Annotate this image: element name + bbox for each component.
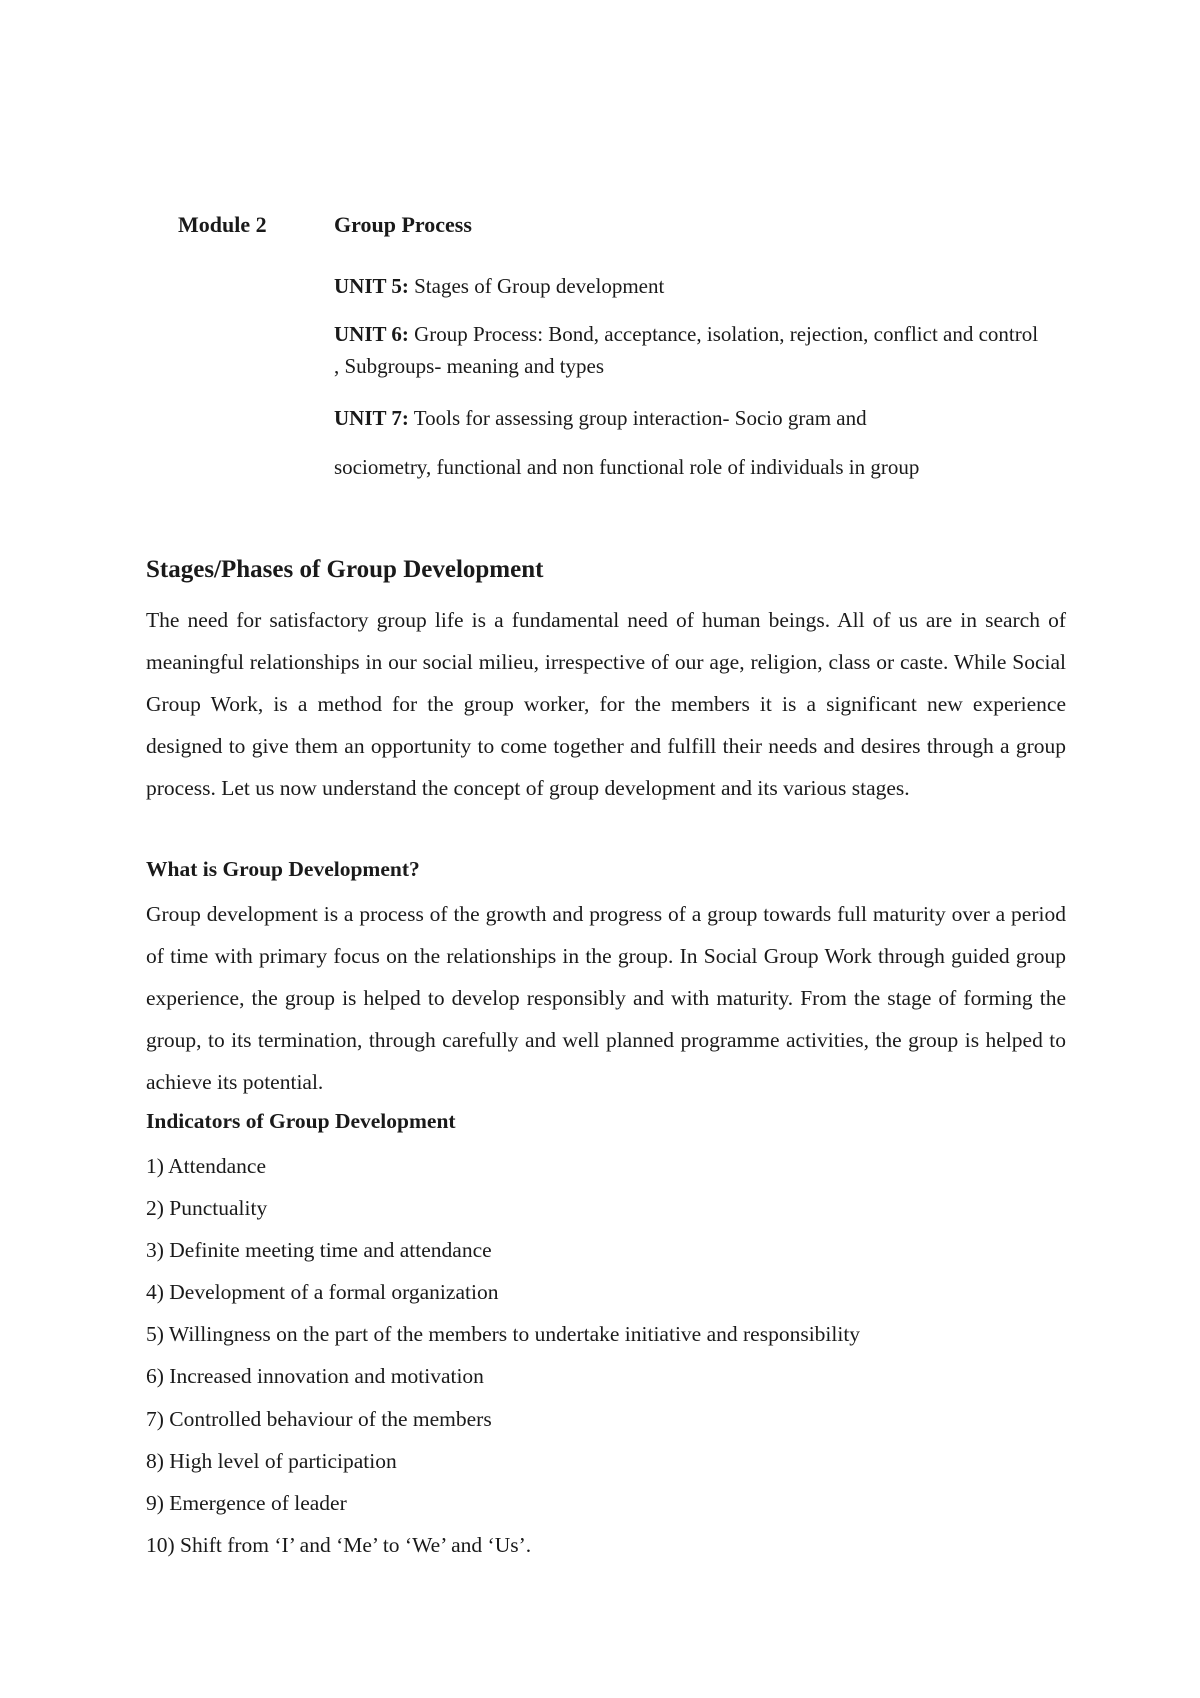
unit-7: [334, 402, 1054, 434]
indicators-list: [146, 1145, 860, 1566]
list-item: 5) Willingness on the part of the members to undertake initiative and responsibility: [146, 1322, 861, 1347]
unit-7-continuation: sociometry, functional and non functional role of individuals in group: [334, 455, 920, 479]
intro-paragraph: The need for satisfactory group life is a fundamental need of human beings. All of us are in search of meaningful relationships in our social milieu, irrespective of our age, religion, class or caste. While Social Group Work, is a method for the group worker, for the members it is a significant new experience designed to give them an opportunity to come together and fulfill their needs and desires through a group process. Let us now understand the concept of group development and its various stages.: [146, 608, 1066, 800]
list-item: 9) Emergence of leader: [146, 1490, 347, 1515]
list-item: 8) High level of participation: [146, 1448, 397, 1473]
unit-5: [334, 270, 1054, 302]
what-is-heading: What is Group Development?: [146, 857, 420, 881]
section-heading: Stages/Phases of Group Development: [146, 556, 544, 583]
unit-7-text: Tools for assessing group interaction- Socio gram and: [413, 406, 867, 430]
list-item: 4) Development of a formal organization: [146, 1280, 499, 1305]
list-item: 3) Definite meeting time and attendance: [146, 1238, 492, 1263]
module-title: Group Process: [334, 212, 472, 237]
module-label: Module 2: [178, 212, 267, 237]
indicators-heading: Indicators of Group Development: [146, 1109, 456, 1133]
unit-7-label: UNIT 7:: [334, 406, 409, 430]
unit-6-label: UNIT 6:: [334, 322, 409, 346]
list-item: 7) Controlled behaviour of the members: [146, 1406, 492, 1431]
list-item: 2) Punctuality: [146, 1196, 268, 1221]
what-is-paragraph: Group development is a process of the growth and progress of a group towards full maturity over a period of time with primary focus on the relationships in the group. In Social Group Work through guided group experience, the group is helped to develop responsibly and with maturity. From the stage of forming the group, to its termination, through carefully and well planned programme activities, the group is helped to achieve its potential.: [146, 902, 1066, 1094]
unit-5-text: Stages of Group development: [414, 274, 665, 298]
list-item: 1) Attendance: [146, 1154, 266, 1178]
list-item: 6) Increased innovation and motivation: [146, 1364, 484, 1389]
unit-6-text: Group Process: Bond, acceptance, isolation, rejection, conflict and control , Subgroups- meaning and types: [334, 322, 1039, 378]
unit-6: [334, 318, 1044, 382]
unit-5-label: UNIT 5:: [334, 274, 409, 298]
list-item: 10) Shift from ‘I’ and ‘Me’ to ‘We’ and ‘Us’.: [146, 1532, 532, 1557]
